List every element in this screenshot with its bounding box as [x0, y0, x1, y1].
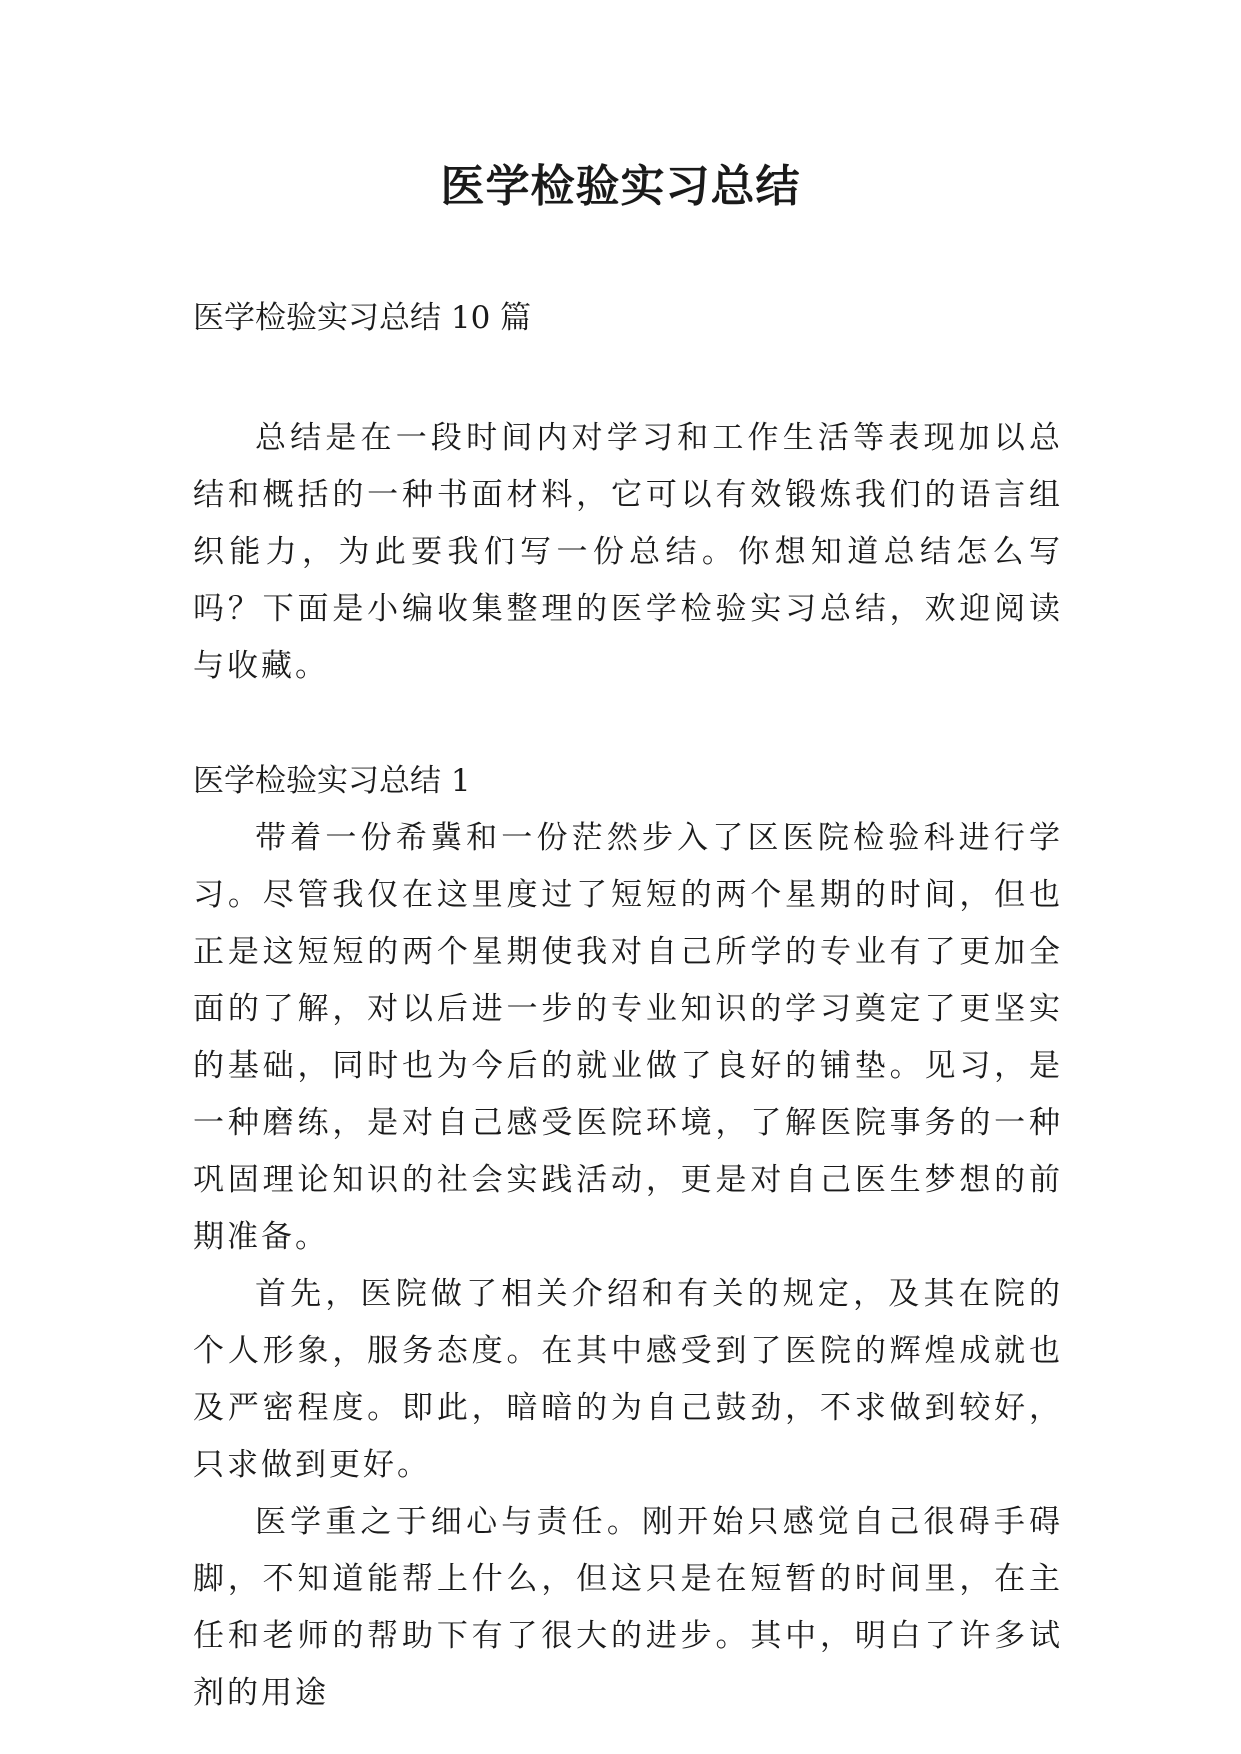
body-paragraph: 首先，医院做了相关介绍和有关的规定，及其在院的个人形象，服务态度。在其中感受到了医院的辉煌成就也及严密程度。即此，暗暗的为自己鼓劲，不求做到较好，只求做到更好。	[193, 1276, 1063, 1483]
spacer	[193, 347, 1063, 410]
intro-paragraph: 总结是在一段时间内对学习和工作生活等表现加以总结和概括的一种书面材料，它可以有效锻炼我们的语言组织能力，为此要我们写一份总结。你想知道总结怎么写吗？下面是小编收集整理的医学检验实习总结，欢迎阅读与收藏。	[193, 420, 1063, 684]
body-paragraph: 医学重之于细心与责任。刚开始只感觉自己很碍手碍脚，不知道能帮上什么，但这只是在短暂的时间里，在主任和老师的帮助下有了很大的进步。其中，明白了许多试剂的用途	[193, 1504, 1063, 1711]
body-paragraph: 带着一份希冀和一份茫然步入了区医院检验科进行学习。尽管我仅在这里度过了短短的两个星期的时间，但也正是这短短的两个星期使我对自己所学的专业有了更加全面的了解，对以后进一步的专业知识的学习奠定了更坚实的基础，同时也为今后的就业做了良好的铺垫。见习，是一种磨练，是对自己感受医院环境，了解医院事务的一种巩固理论知识的社会实践活动，更是对自己医生梦想的前期准备。	[193, 820, 1063, 1255]
document-subtitle: 医学检验实习总结 10 篇	[193, 300, 532, 336]
document-title: 医学检验实习总结	[440, 161, 801, 212]
document-body	[193, 290, 1063, 1722]
spacer	[193, 695, 1063, 753]
section-heading: 医学检验实习总结 1	[193, 763, 471, 799]
